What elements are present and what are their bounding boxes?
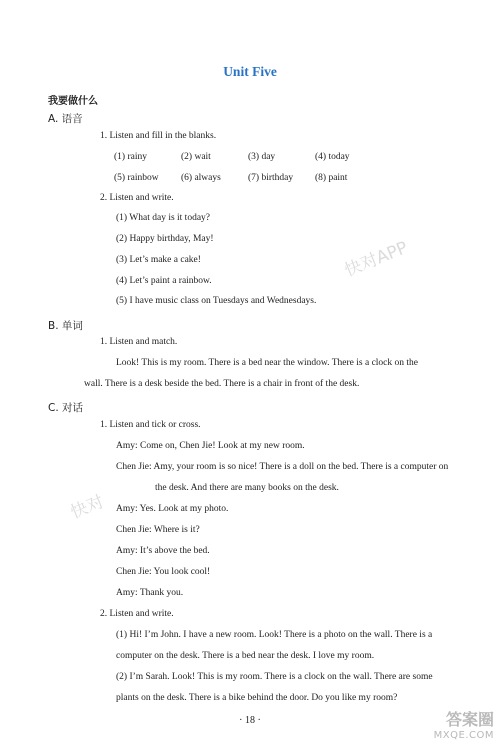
word-item: (7) birthday xyxy=(248,173,294,183)
dialogue-line: Amy: It’s above the bed. xyxy=(116,546,210,556)
section-b-instruction: 1. Listen and match. xyxy=(100,337,178,347)
dialogue-line: Chen Jie: Where is it? xyxy=(116,525,200,535)
section-c-label: C. 对话 xyxy=(48,402,84,414)
sentence-line: (1) What day is it today? xyxy=(116,213,211,223)
dialogue-line: Amy: Come on, Chen Jie! Look at my new room. xyxy=(116,441,305,451)
page-title: Unit Five xyxy=(223,64,277,79)
passage-line: computer on the desk. There is a bed near the desk. I love my room. xyxy=(116,651,375,661)
word-row-1 xyxy=(114,152,382,162)
passage-line: (1) Hi! I’m John. I have a new room. Look! There is a photo on the wall. There is a xyxy=(116,630,433,640)
sentence-line: (5) I have music class on Tuesdays and Wednesdays. xyxy=(116,296,317,306)
page-number: · 18 · xyxy=(239,715,261,726)
sentence-line: (4) Let’s paint a rainbow. xyxy=(116,276,212,286)
section-b-label: B. 单词 xyxy=(48,320,83,332)
word-item: (4) today xyxy=(315,152,350,162)
section-a-q2-instruction: 2. Listen and write. xyxy=(100,193,174,203)
dialogue-line: Chen Jie: You look cool! xyxy=(116,567,211,577)
corner-watermark-big: 答案圈 xyxy=(445,710,494,729)
section-a-label: A. 语音 xyxy=(48,113,83,125)
word-item: (1) rainy xyxy=(114,152,147,162)
word-item: (2) wait xyxy=(181,152,211,162)
word-row-2 xyxy=(114,173,382,183)
watermark-left: 快对 xyxy=(67,491,107,524)
word-item: (6) always xyxy=(181,173,221,183)
passage-line: plants on the desk. There is a bike behind the door. Do you like my room? xyxy=(116,693,398,703)
dialogue-line: Amy: Thank you. xyxy=(116,588,184,598)
section-c-q2-instruction: 2. Listen and write. xyxy=(100,609,174,619)
paragraph-line: Look! This is my room. There is a bed near the window. There is a clock on the xyxy=(116,358,418,368)
corner-watermark xyxy=(434,707,494,741)
dialogue-line: Amy: Yes. Look at my photo. xyxy=(116,504,229,514)
dialogue-line: Chen Jie: Amy, your room is so nice! There is a doll on the bed. There is a computer on xyxy=(116,462,449,472)
word-item: (3) day xyxy=(248,152,276,162)
section-a-q1-instruction: 1. Listen and fill in the blanks. xyxy=(100,131,217,141)
passage-line: (2) I’m Sarah. Look! This is my room. There is a clock on the wall. There are some xyxy=(116,672,433,682)
word-item: (8) paint xyxy=(315,173,348,183)
section-heading: 我要做什么 xyxy=(48,96,98,107)
paragraph-line: wall. There is a desk beside the bed. There is a chair in front of the desk. xyxy=(84,379,360,389)
sentence-line: (2) Happy birthday, May! xyxy=(116,234,214,244)
sentence-line: (3) Let’s make a cake! xyxy=(116,255,201,265)
corner-watermark-small: MXQE.COM xyxy=(433,730,494,741)
word-item: (5) rainbow xyxy=(114,173,159,183)
dialogue-line: the desk. And there are many books on the desk. xyxy=(155,483,339,493)
section-c-q1-instruction: 1. Listen and tick or cross. xyxy=(100,420,201,430)
watermark-mid: 快对APP xyxy=(341,237,411,282)
